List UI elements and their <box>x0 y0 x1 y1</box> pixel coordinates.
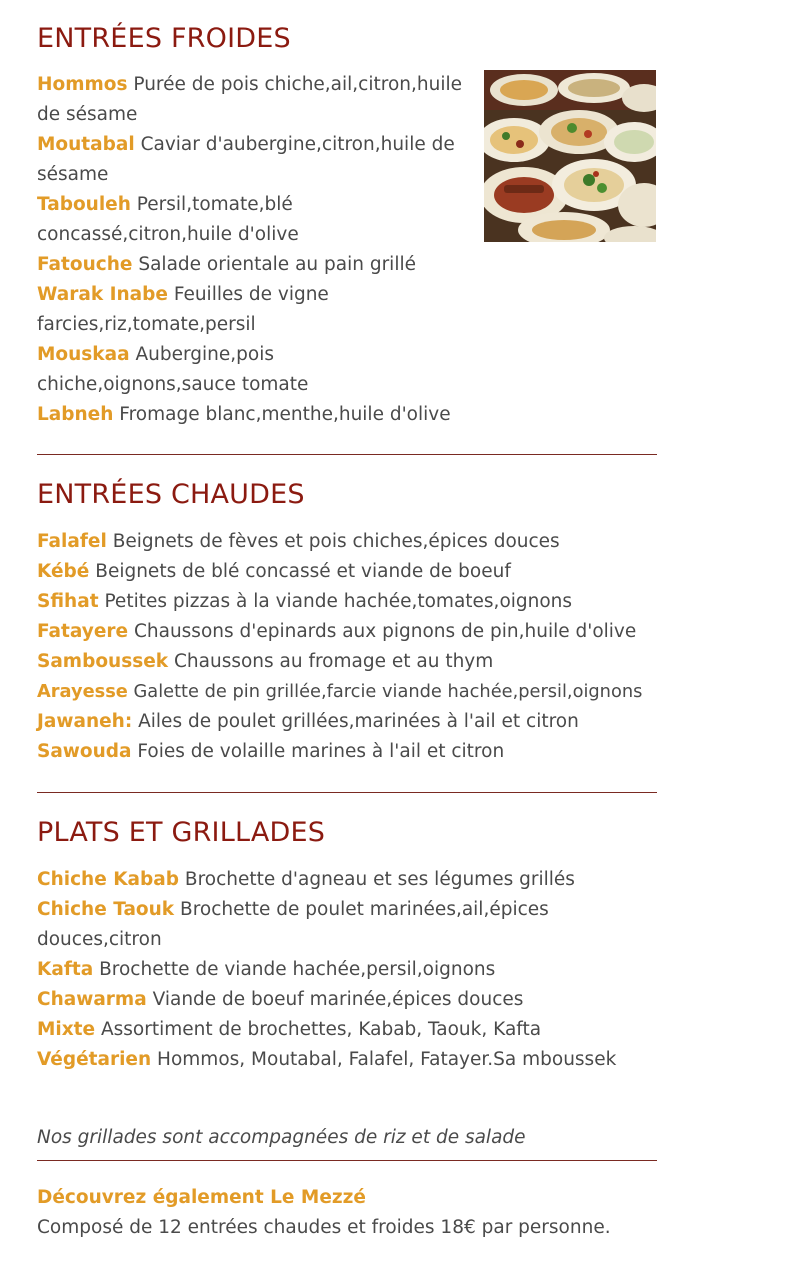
menu-item <box>37 250 477 280</box>
item-name: Mouskaa <box>37 344 130 365</box>
mezze-description: Composé de 12 entrées chaudes et froides 18€ par personne. <box>37 1217 611 1238</box>
item-desc: Galette de pin grillée,farcie viande hachée,persil,oignons <box>133 681 643 702</box>
menu-item <box>37 70 477 130</box>
menu-item <box>37 985 577 1015</box>
item-name: Chiche Taouk <box>37 899 175 920</box>
menu-item <box>37 955 577 985</box>
mezze-headline: Découvrez également Le Mezzé <box>37 1187 366 1208</box>
item-desc: Assortiment de brochettes, Kabab, Taouk, Kafta <box>100 1019 542 1040</box>
item-desc: Persil,tomate,blé concassé,citron,huile d'olive <box>37 194 299 245</box>
item-desc: Salade orientale au pain grillé <box>138 254 416 275</box>
item-name: Arayesse <box>37 681 128 702</box>
item-desc: Chaussons au fromage et au thym <box>173 651 494 672</box>
item-desc: Hommos, Moutabal, Falafel, Fatayer.Sa mboussek <box>157 1049 617 1070</box>
item-name: Hommos <box>37 74 128 95</box>
item-name: Warak Inabe <box>37 284 168 305</box>
menu-item <box>37 707 657 737</box>
item-desc: Purée de pois chiche,ail,citron,huile de sésame <box>37 74 462 125</box>
item-name: Chawarma <box>37 989 147 1010</box>
section-plats-grillades <box>37 816 657 1075</box>
item-desc: Beignets de fèves et pois chiches,épices douces <box>112 531 560 552</box>
menu-list <box>37 865 617 1075</box>
menu-item <box>37 527 657 557</box>
item-desc: Fromage blanc,menthe,huile d'olive <box>119 404 451 425</box>
menu-item <box>37 340 477 400</box>
item-desc: Caviar d'aubergine,citron,huile de sésame <box>37 134 455 185</box>
item-name: Moutabal <box>37 134 135 155</box>
food-photo-illustration <box>484 70 656 242</box>
section-divider <box>37 454 657 455</box>
item-desc: Chaussons d'epinards aux pignons de pin,huile d'olive <box>133 621 637 642</box>
item-name: Jawaneh: <box>37 711 133 732</box>
menu-item <box>37 895 577 955</box>
item-desc: Beignets de blé concassé et viande de boeuf <box>95 561 511 582</box>
menu-item <box>37 1045 637 1075</box>
section-title: ENTRÉES FROIDES <box>37 23 291 54</box>
mezze-platters-photo-icon <box>484 70 656 242</box>
menu-item <box>37 677 657 707</box>
item-name: Samboussek <box>37 651 169 672</box>
menu-item <box>37 280 477 340</box>
item-name: Labneh <box>37 404 114 425</box>
grillades-note: Nos grillades sont accompagnées de riz et de salade <box>37 1126 526 1148</box>
item-name: Fatayere <box>37 621 129 642</box>
item-name: Falafel <box>37 531 107 552</box>
menu-item <box>37 400 477 430</box>
item-name: Kébé <box>37 561 90 582</box>
item-desc: Foies de volaille marines à l'ail et citron <box>137 741 505 762</box>
item-name: Sawouda <box>37 741 132 762</box>
section-title: ENTRÉES CHAUDES <box>37 479 305 510</box>
item-name: Tabouleh <box>37 194 131 215</box>
section-divider <box>37 792 657 793</box>
mezze-promo <box>37 1183 657 1243</box>
menu-item <box>37 1015 577 1045</box>
menu-item <box>37 865 577 895</box>
item-name: Mixte <box>37 1019 96 1040</box>
item-desc: Ailes de poulet grillées,marinées à l'ail et citron <box>138 711 579 732</box>
section-divider <box>37 1160 657 1161</box>
item-name: Chiche Kabab <box>37 869 180 890</box>
menu-item <box>37 587 657 617</box>
menu-item <box>37 130 477 190</box>
item-name: Sfihat <box>37 591 99 612</box>
item-name: Kafta <box>37 959 94 980</box>
section-entrees-chaudes <box>37 478 657 767</box>
item-desc: Feuilles de vigne farcies,riz,tomate,persil <box>37 284 329 335</box>
section-entrees-froides <box>37 22 657 425</box>
item-desc: Brochette d'agneau et ses légumes grillés <box>184 869 575 890</box>
item-desc: Brochette de viande hachée,persil,oignons <box>99 959 496 980</box>
section-title: PLATS ET GRILLADES <box>37 817 326 848</box>
item-desc: Aubergine,pois chiche,oignons,sauce tomate <box>37 344 309 395</box>
item-name: Fatouche <box>37 254 133 275</box>
menu-list <box>37 70 477 430</box>
item-desc: Petites pizzas à la viande hachée,tomates,oignons <box>104 591 573 612</box>
menu-item <box>37 647 657 677</box>
menu-item <box>37 617 657 647</box>
menu-list <box>37 527 657 767</box>
item-desc: Viande de boeuf marinée,épices douces <box>152 989 524 1010</box>
item-desc: Brochette de poulet marinées,ail,épices douces,citron <box>37 899 549 950</box>
menu-item <box>37 557 657 587</box>
menu-item <box>37 737 657 767</box>
menu-item <box>37 190 477 250</box>
item-name: Végétarien <box>37 1049 152 1070</box>
